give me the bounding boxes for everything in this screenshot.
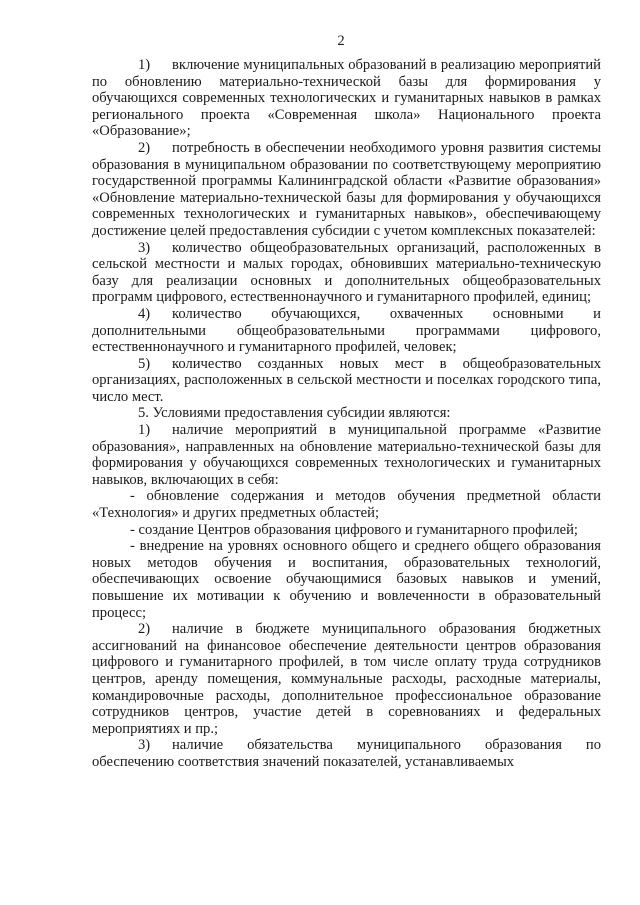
paragraph	[92, 737, 601, 770]
item-number: 4)	[138, 305, 151, 322]
paragraph-text: наличие мероприятий в муниципальной программе «Развитие образования», направленных на обновление материально-технической базы для формирования у обучающихся современных технологических и гуманитарных навыков, включающих в себя:	[92, 422, 601, 488]
paragraph-text: наличие обязательства муниципального образования по обеспечению соответствия значений показателей, устанавливаемых	[92, 737, 601, 770]
item-number: 1)	[138, 422, 151, 439]
paragraph	[92, 621, 601, 737]
paragraph-text: потребность в обеспечении необходимого уровня развития системы образования в муниципальном образовании по соответствующему мероприятию государственной программы Калининградской области «Развитие образования» «Обновление материально-технической базы для формирования у обучающихся современных технологических и гуманитарных навыков», обеспечивающему достижение целей предоставления субсидии с учетом комплексных показателей:	[92, 139, 601, 239]
dash-list-item	[92, 522, 601, 539]
item-number: 2)	[138, 621, 151, 638]
paragraph-text: - внедрение на уровнях основного общего и среднего общего образования новых методов обучения и воспитания, образовательных технологий, обеспечивающих освоение обучающимися базовых навыков и умений, повышение их мотивации к обучению и вовлеченности в образовательный процесс;	[92, 538, 601, 621]
item-number: 2)	[138, 139, 151, 156]
paragraph-text: количество созданных новых мест в общеобразовательных организациях, расположенных в сельской местности и поселках городского типа, число мест.	[92, 355, 601, 405]
paragraph-text: включение муниципальных образований в реализацию мероприятий по обновлению материально-технической базы для формирования у обучающихся современных технологических и гуманитарных навыков в рамках регионального проекта «Современная школа» Национального проекта «Образование»;	[92, 57, 601, 140]
paragraph	[92, 405, 601, 422]
paragraph	[92, 306, 601, 356]
paragraph	[92, 356, 601, 406]
paragraph	[92, 140, 601, 240]
item-number: 3)	[138, 239, 151, 256]
paragraph-text: наличие в бюджете муниципального образования бюджетных ассигнований на финансовое обеспечение деятельности центров образования цифрового и гуманитарного профилей, в том числе оплату труда сотрудников центров, аренду помещения, коммунальные расходы, расходные материалы, командировочные расходы, дополнительное профессиональное образование сотрудников центров, участие детей в соревнованиях и федеральных мероприятиях и пр.;	[92, 621, 601, 737]
dash-list-item	[92, 538, 601, 621]
paragraph-text: 5. Условиями предоставления субсидии являются:	[138, 405, 451, 422]
paragraph-text: количество общеобразовательных организаций, расположенных в сельской местности и малых городах, обновивших материально-техническую базу для реализации основных и дополнительных общеобразовательных программ цифрового, естественнонаучного и гуманитарного профилей, единиц;	[92, 239, 601, 306]
document-body	[92, 57, 601, 771]
item-number: 5)	[138, 355, 151, 372]
paragraph-text: - обновление содержания и методов обучения предметной области «Технология» и других предметных областей;	[92, 488, 601, 522]
paragraph	[92, 57, 601, 140]
paragraph	[92, 422, 601, 488]
paragraph-text: - создание Центров образования цифрового и гуманитарного профилей;	[130, 521, 578, 538]
item-number: 3)	[138, 737, 151, 754]
paragraph	[92, 240, 601, 306]
item-number: 1)	[138, 57, 151, 73]
dash-list-item	[92, 488, 601, 521]
paragraph-text: количество обучающихся, охваченных основными и дополнительными общеобразовательными программами цифрового, естественнонаучного и гуманитарного профилей, человек;	[92, 305, 601, 356]
page-number: 2	[337, 33, 345, 49]
